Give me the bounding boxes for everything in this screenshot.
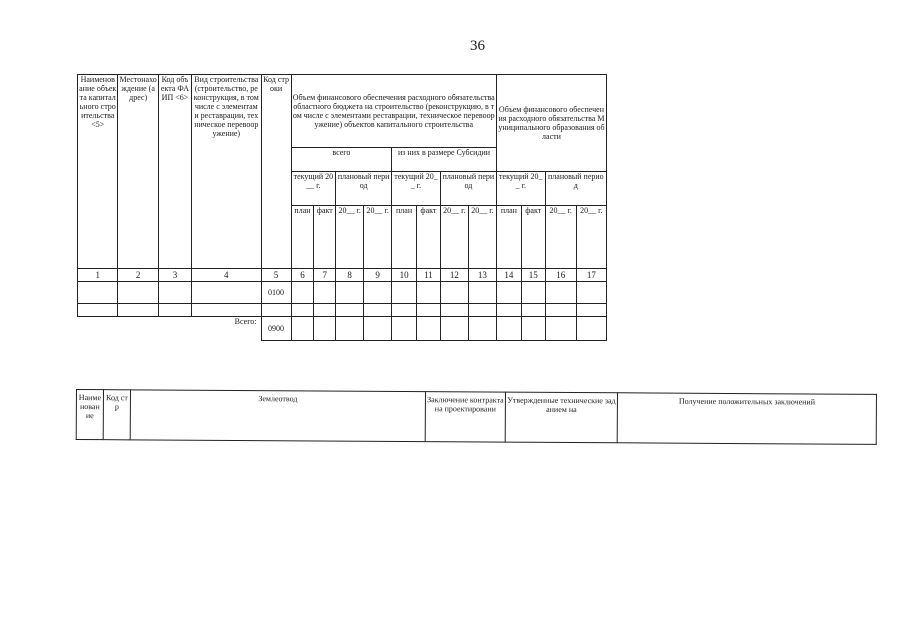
data-cell xyxy=(521,282,545,304)
data-cell xyxy=(118,282,158,304)
data-cell xyxy=(440,282,468,304)
data-cell xyxy=(336,282,364,304)
header-regional-budget: Объем финансового обеспечения расходного обязательства областного бюджета на строительство (реконструкцию, в том числе с элементами реставрации, техническое перевооружение) объектов капитального строительства xyxy=(291,75,496,148)
column-number: 9 xyxy=(364,269,392,282)
column-number: 2 xyxy=(118,269,158,282)
blank-cell xyxy=(118,317,158,341)
column-number: 10 xyxy=(392,269,417,282)
data-cell xyxy=(496,304,521,317)
column-number: 14 xyxy=(496,269,521,282)
header-technical-assignment: Утвержденные технические заданием на xyxy=(505,392,617,443)
data-cell xyxy=(576,304,606,317)
blank-cell xyxy=(158,317,191,341)
column-number: 11 xyxy=(417,269,441,282)
header-plan: план xyxy=(496,206,521,269)
data-cell xyxy=(545,304,576,317)
header-faip-code: Код объекта ФАИП <6> xyxy=(158,75,191,269)
header-land-allotment: Землеотвод xyxy=(130,390,425,442)
header-fact: факт xyxy=(521,206,545,269)
header-planned-period: плановый период xyxy=(545,172,606,206)
data-cell xyxy=(336,317,364,341)
column-numbers-row xyxy=(78,269,607,282)
header-year: 20__ г. xyxy=(576,206,606,269)
header-year: 20__ г. xyxy=(364,206,392,269)
header-planned-period: плановый период xyxy=(336,172,392,206)
column-number: 16 xyxy=(545,269,576,282)
data-cell xyxy=(417,317,441,341)
data-cell xyxy=(291,282,314,304)
data-cell xyxy=(118,304,158,317)
blank-cell xyxy=(78,317,118,341)
data-cell xyxy=(291,304,314,317)
data-cell xyxy=(314,304,336,317)
header-plan: план xyxy=(392,206,417,269)
data-cell xyxy=(521,317,545,341)
data-cell xyxy=(576,282,606,304)
data-cell xyxy=(440,304,468,317)
column-number: 1 xyxy=(78,269,118,282)
column-number: 8 xyxy=(336,269,364,282)
header-design-contract: Заключение контракта на проектировани xyxy=(425,392,505,442)
data-cell xyxy=(392,317,417,341)
header-municipal-budget: Объем финансового обеспечения расходного обязательства Муниципального образования области xyxy=(496,75,606,172)
column-number: 7 xyxy=(314,269,336,282)
page-number: 36 xyxy=(470,38,485,54)
stages-table xyxy=(76,389,877,445)
row-code-cell: 0900 xyxy=(261,317,291,341)
data-cell xyxy=(291,317,314,341)
header-current-year: текущий 20__ г. xyxy=(291,172,336,206)
header-current-year: текущий 20__ г. xyxy=(392,172,441,206)
data-cell xyxy=(392,282,417,304)
data-cell xyxy=(364,317,392,341)
data-cell xyxy=(336,304,364,317)
header-construction-type: Вид строительства (строительство, реконструкция, в том числе с элементами реставрации, техническое перевооружение) xyxy=(192,75,261,269)
data-cell xyxy=(364,282,392,304)
data-cell xyxy=(521,304,545,317)
column-number: 3 xyxy=(158,269,191,282)
data-cell xyxy=(192,304,261,317)
data-cell xyxy=(468,317,496,341)
header-year: 20__ г. xyxy=(545,206,576,269)
header-plan: план xyxy=(291,206,314,269)
data-cell xyxy=(496,317,521,341)
data-cell xyxy=(545,282,576,304)
data-cell xyxy=(545,317,576,341)
header-fact: факт xyxy=(417,206,441,269)
total-row xyxy=(78,317,607,341)
table-row xyxy=(78,282,607,304)
column-number: 13 xyxy=(468,269,496,282)
data-cell xyxy=(496,282,521,304)
header-subsidy: из них в размере Субсидии xyxy=(392,148,497,172)
header-row-code: Код стр xyxy=(103,390,130,440)
column-number: 12 xyxy=(440,269,468,282)
data-cell xyxy=(417,282,441,304)
table-row xyxy=(78,304,607,317)
header-object-name: Наименование объекта капитального строительства <5> xyxy=(78,75,118,269)
column-number: 4 xyxy=(192,269,261,282)
data-cell xyxy=(78,304,118,317)
column-number: 15 xyxy=(521,269,545,282)
header-year: 20__ г. xyxy=(336,206,364,269)
data-cell xyxy=(440,317,468,341)
column-number: 6 xyxy=(291,269,314,282)
data-cell xyxy=(468,282,496,304)
data-cell xyxy=(192,282,261,304)
total-label: Всего: xyxy=(192,317,261,341)
column-number: 5 xyxy=(261,269,291,282)
header-name: Наименование xyxy=(76,390,103,440)
header-row-code: Код строки xyxy=(261,75,291,269)
header-total: всего xyxy=(291,148,392,172)
data-cell xyxy=(364,304,392,317)
financing-table xyxy=(77,74,607,341)
header-positive-conclusions: Получение положительных заключений xyxy=(617,393,876,445)
data-cell xyxy=(314,317,336,341)
header-current-year: текущий 20__ г. xyxy=(496,172,545,206)
header-planned-period: плановый период xyxy=(440,172,496,206)
data-cell xyxy=(468,304,496,317)
data-cell xyxy=(261,304,291,317)
data-cell xyxy=(158,304,191,317)
header-fact: факт xyxy=(314,206,336,269)
data-cell xyxy=(392,304,417,317)
data-cell xyxy=(78,282,118,304)
header-location: Местонахождение (адрес) xyxy=(118,75,158,269)
data-cell xyxy=(576,317,606,341)
data-cell xyxy=(417,304,441,317)
row-code-cell: 0100 xyxy=(261,282,291,304)
column-number: 17 xyxy=(576,269,606,282)
header-year: 20__ г. xyxy=(468,206,496,269)
data-cell xyxy=(314,282,336,304)
data-cell xyxy=(158,282,191,304)
header-year: 20__ г. xyxy=(440,206,468,269)
